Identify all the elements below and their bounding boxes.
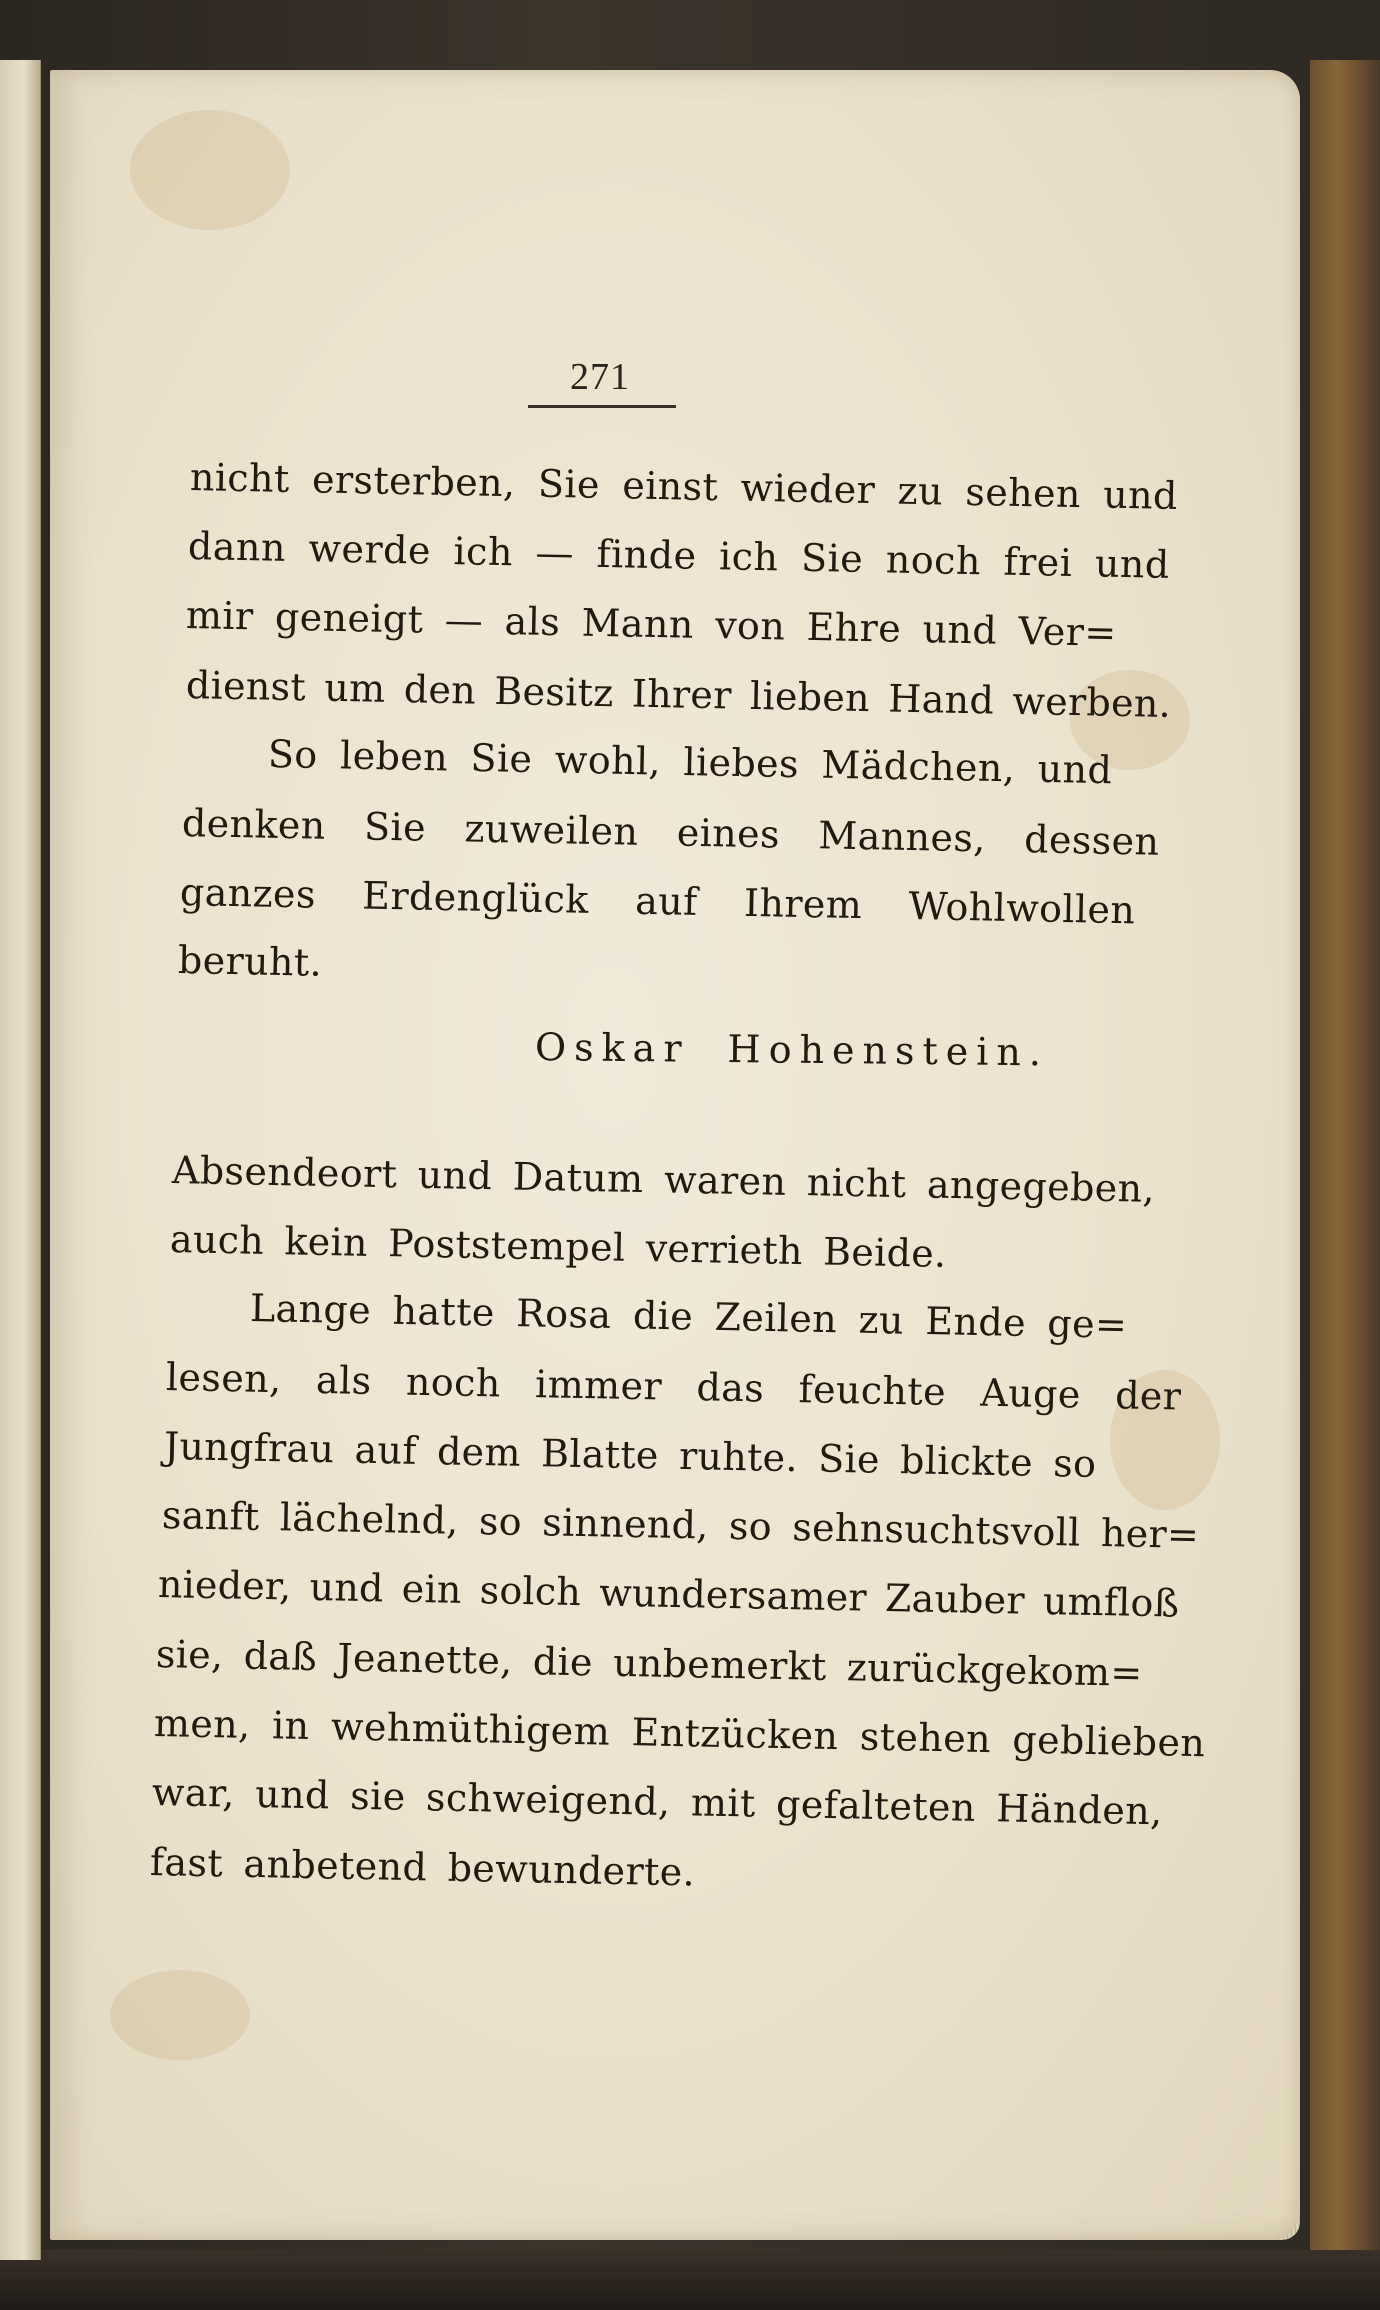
letter-line: ganzes Erdenglück auf Ihrem Wohlwollen — [179, 870, 1136, 933]
narrative-line: nieder, und ein solch wundersamer Zauber umfloß — [157, 1562, 1180, 1626]
narrative-line: Lange hatte Rosa die Zeilen zu Ende ge= — [249, 1286, 1128, 1347]
paper-stain — [130, 110, 290, 230]
narrative-line: war, und sie schweigend, mit gefalteten Händen, — [151, 1770, 1164, 1834]
facing-page-edge — [0, 60, 41, 2260]
letter-line: denken Sie zuweilen eines Mannes, dessen — [181, 801, 1160, 864]
letter-line: nicht ersterben, Sie einst wieder zu sehen und — [189, 455, 1179, 518]
letter-signature: Oskar Hohenstein. — [534, 1025, 1050, 1075]
narrative-line: sanft lächelnd, so sinnend, so sehnsuchtsvoll her= — [161, 1493, 1200, 1557]
narrative-line: fast anbetend bewunderte. — [149, 1840, 696, 1895]
paper-stain — [110, 1970, 250, 2060]
narrative-line: sie, daß Jeanette, die unbemerkt zurückgekom= — [155, 1632, 1143, 1695]
narrative-line: auch kein Poststempel verrieth Beide. — [169, 1217, 947, 1276]
narrative-line: lesen, als noch immer das feuchte Auge der — [165, 1355, 1182, 1419]
narrative-line: men, in wehmüthigem Entzücken stehen geblieben — [153, 1701, 1206, 1766]
letter-line: So leben Sie wohl, liebes Mädchen, und — [267, 732, 1113, 793]
letter-line: dann werde ich — finde ich Sie noch frei und — [187, 524, 1171, 587]
letter-line: beruht. — [177, 938, 323, 985]
letter-line: mir geneigt — als Mann von Ehre und Ver= — [185, 593, 1118, 655]
page-number-rule — [528, 405, 676, 408]
narrative-line: Absendeort und Datum waren nicht angegeben, — [171, 1148, 1156, 1211]
cover-edge-right — [1310, 60, 1380, 2260]
narrative-line: Jungfrau auf dem Blatte ruhte. Sie blickte so — [163, 1424, 1097, 1486]
page-number: 271 — [570, 356, 630, 398]
cover-edge-bottom — [0, 2250, 1380, 2310]
letter-line: dienst um den Besitz Ihrer lieben Hand werben. — [185, 663, 1172, 726]
